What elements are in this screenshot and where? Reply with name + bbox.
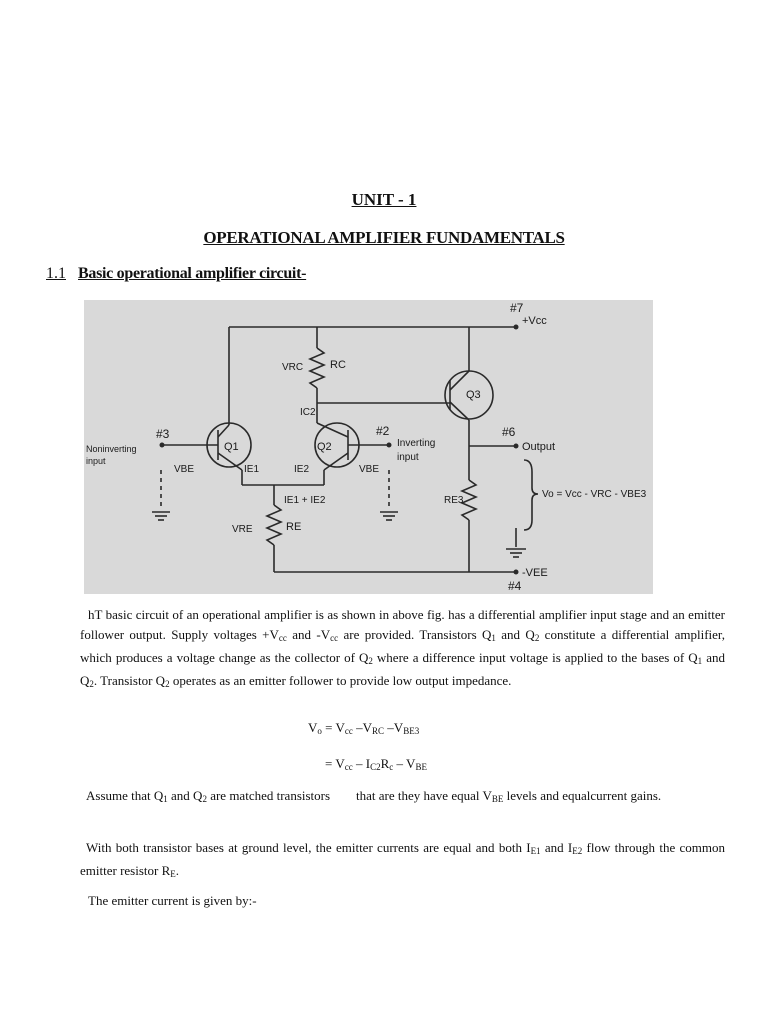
inverting-input-label: Inverting [397, 438, 436, 449]
q2-label: Q2 [317, 441, 332, 453]
rc-resistor [310, 348, 324, 388]
vbe-left-label: VBE [174, 464, 195, 475]
equation-vo: $V_o = V_{cc}$ $-V_{RC}$ $-V_{BE3}$ [308, 720, 420, 736]
vo-equation-label: Vo = Vcc - VRC - VBE3 [542, 489, 647, 500]
noninverting-input-label: Noninverting [86, 444, 137, 454]
ie-sum-label: IE1 + IE2 [284, 495, 326, 506]
vbe-right-label: VBE [359, 464, 380, 475]
section-number: 1.1 [46, 265, 66, 282]
node-6-label: #6 [502, 425, 516, 439]
section-title: Basic operational amplifier circuit- [78, 265, 307, 282]
equation-vo-expanded: = $V_{cc} - I_{C2}R_c - V_{BE}$ [325, 756, 427, 772]
paragraph-matched-transistors: Assume that $Q_1$ and $Q_2$ are matched transistors that are they have equal $V_{BE}$ levels and equalcurrent gains. [86, 788, 662, 804]
vre-label: VRE [232, 524, 253, 535]
circuit-diagram [84, 300, 653, 594]
section-heading [46, 265, 306, 283]
chapter-title: OPERATIONAL AMPLIFIER FUNDAMENTALS [203, 228, 565, 247]
noninverting-input-label-2: input [86, 456, 106, 466]
node-2-label: #2 [376, 424, 390, 438]
paragraph-emitter-current-given: The emitter current is given by:- [88, 893, 257, 908]
node-7-label: #7 [510, 301, 524, 315]
vrc-label: VRC [282, 362, 304, 373]
paragraph-intro: hT basic circuit of an operational amplifier is as shown in above fig. has a differential amplifier input stage and an emitter follower output. Supply voltages $+V_{cc}$ and $-V_{cc}$ are provided. Transistors $Q_1$ and $Q_2$ constitute a differential amplifier, which produces a voltage change as the collector of $Q_2$ where a difference input voltage is applied to the bases of $Q_1$ and $Q_2$. Transistor $Q_2$ operates as an emitter follower to provide low output impedance. [80, 607, 725, 689]
q3-label: Q3 [466, 389, 481, 401]
output-label: Output [522, 441, 556, 453]
q1-label: Q1 [224, 441, 239, 453]
ie2-label: IE2 [294, 464, 310, 475]
ie1-label: IE1 [244, 464, 260, 475]
re3-label: RE3 [444, 495, 464, 506]
vcc-label: +Vcc [522, 315, 547, 327]
vee-label: -VEE [522, 567, 548, 579]
re-label: RE [286, 521, 302, 533]
paragraph-emitter-currents: With both transistor bases at ground level, the emitter currents are equal and both $I_{E1}$ and $I_{E2}$ flow through the common emitter resistor $R_E$. [80, 840, 725, 879]
node-3-label: #3 [156, 427, 170, 441]
inverting-input-label-2: input [397, 452, 419, 463]
opamp-circuit-figure [84, 300, 653, 594]
ic2-label: IC2 [300, 407, 316, 418]
rc-label: RC [330, 359, 346, 371]
unit-title: UNIT - 1 [351, 190, 417, 209]
re-resistor [267, 505, 281, 545]
re3-resistor [462, 480, 476, 520]
node-4-label: #4 [508, 579, 522, 593]
